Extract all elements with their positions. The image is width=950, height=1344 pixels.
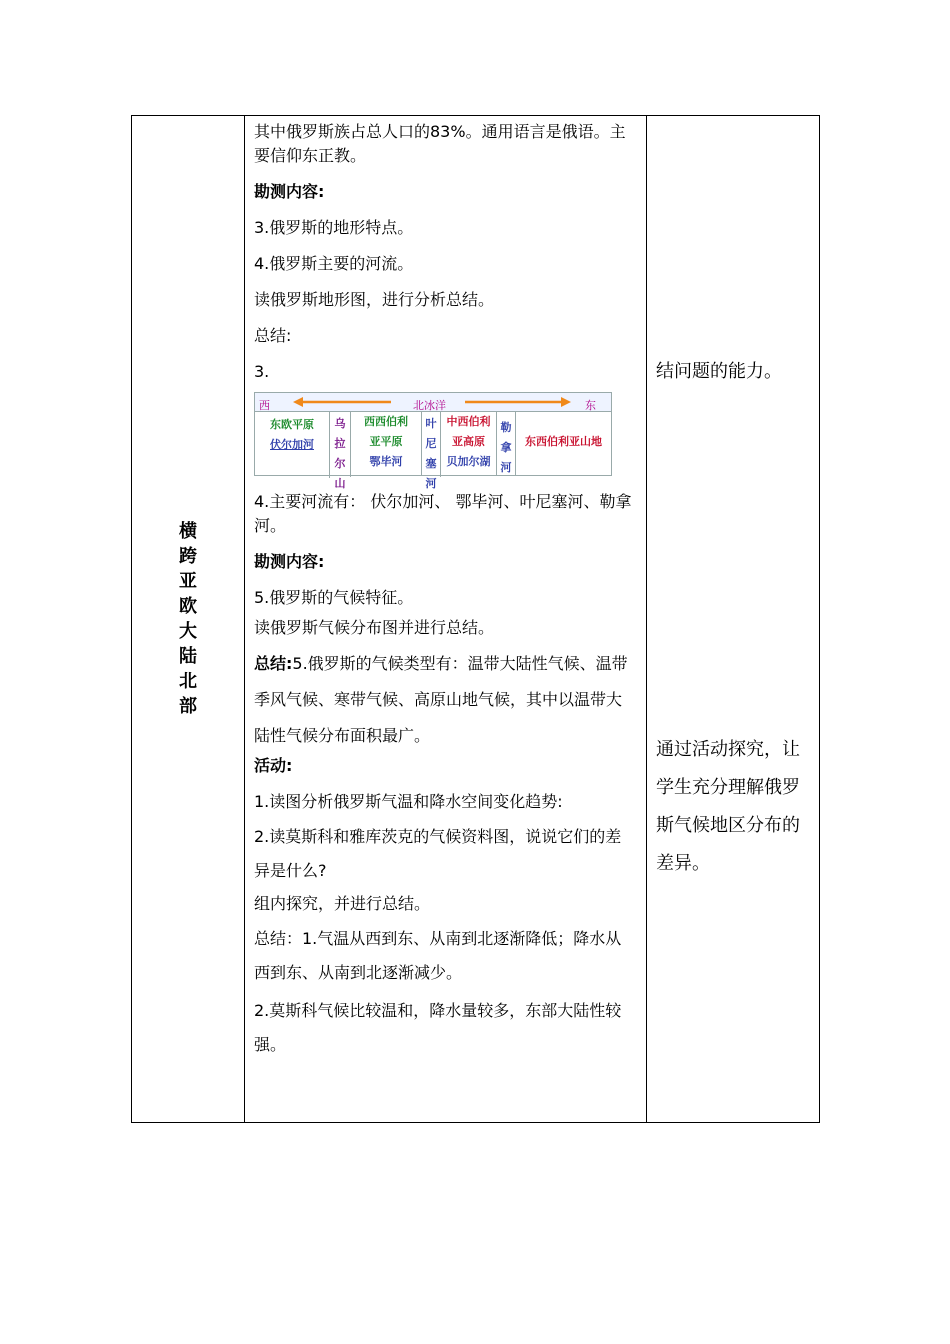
yenisei-river-label: 叶尼塞河 [422,412,441,477]
climate-summary-label: 总结: [254,654,293,673]
purpose-cell [647,116,820,1123]
heading-survey-1: 勘测内容: [254,182,325,201]
arrow-right-icon [465,397,571,407]
terrain-strip-header [255,393,611,412]
section-title: 横跨亚欧大陆北部 [179,521,197,717]
west-siberian-plain-label-1: 西西伯利 [364,415,408,428]
central-siberian-plateau-label-1: 中西伯利 [446,415,491,428]
east-label: 东 [585,399,596,412]
read-terrain-map: 读俄罗斯地形图，进行分析总结。 [254,290,495,309]
volga-river-label: 伏尔加河 [270,438,314,451]
ural-mountains-label: 乌拉尔山 [330,412,351,477]
heading-survey-2: 勘测内容: [254,552,325,571]
baikal-lake-label: 贝加尔湖 [446,455,491,468]
item-climate: 5.俄罗斯的气候特征。 [254,588,414,607]
west-label: 西 [259,399,270,412]
central-siberian-plateau-label-2: 亚高原 [452,435,485,448]
arctic-ocean-label: 北冰洋 [413,399,446,412]
purpose-text-2: 通过活动探究，让学生充分理解俄罗斯气候地区分布的差异。 [656,739,800,874]
summary-label: 总结: [254,326,292,345]
lesson-table [131,115,820,1123]
terrain-strip-figure [254,392,612,490]
section-title-cell [132,116,245,1123]
terrain-cell-west-siberian-plain [351,412,422,475]
population-text: 其中俄罗斯族占总人口的83%。通用语言是俄语。主要信仰东正教。 [254,122,626,165]
terrain-cell-east-european-plain [255,412,330,478]
lena-river-label: 勒拿河 [497,412,516,475]
read-climate-map: 读俄罗斯气候分布图并进行总结。 [254,618,495,637]
arrow-left-icon [293,397,393,407]
content-cell [245,116,647,1123]
east-siberian-mountains-label: 东西伯利亚山地 [525,435,602,448]
summary-item-3: 3. [254,362,270,381]
item-terrain: 3.俄罗斯的地形特点。 [254,218,414,237]
west-siberian-plain-label-2: 亚平原 [369,435,403,448]
heading-activity: 活动: [254,756,293,775]
climate-summary-text: 5.俄罗斯的气候类型有：温带大陆性气候、温带季风气候、寒带气候、高原山地气候，其中以温带大陆性气候分布面积最广。 [254,654,628,745]
terrain-cell-central-siberian-plateau [441,412,497,475]
east-european-plain-label: 东欧平原 [270,418,314,431]
rivers-summary: 4.主要河流有： 伏尔加河、 鄂毕河、叶尼塞河、勒拿河。 [254,492,632,535]
activity-summary-2: 2.莫斯科气候比较温和，降水量较多，东部大陆性较强。 [254,1001,622,1054]
group-inquiry: 组内探究，并进行总结。 [254,894,431,913]
item-rivers: 4.俄罗斯主要的河流。 [254,254,414,273]
activity-item-2: 2.读莫斯科和雅库茨克的气候资料图，说说它们的差异是什么? [254,827,622,880]
purpose-text-1: 结问题的能力。 [656,361,782,382]
activity-summary-1: 总结：1.气温从西到东、从南到北逐渐降低；降水从西到东、从南到北逐渐减少。 [254,929,622,982]
climate-summary [254,646,636,754]
activity-item-1: 1.读图分析俄罗斯气温和降水空间变化趋势: [254,792,563,811]
ob-river-label: 鄂毕河 [369,455,403,468]
